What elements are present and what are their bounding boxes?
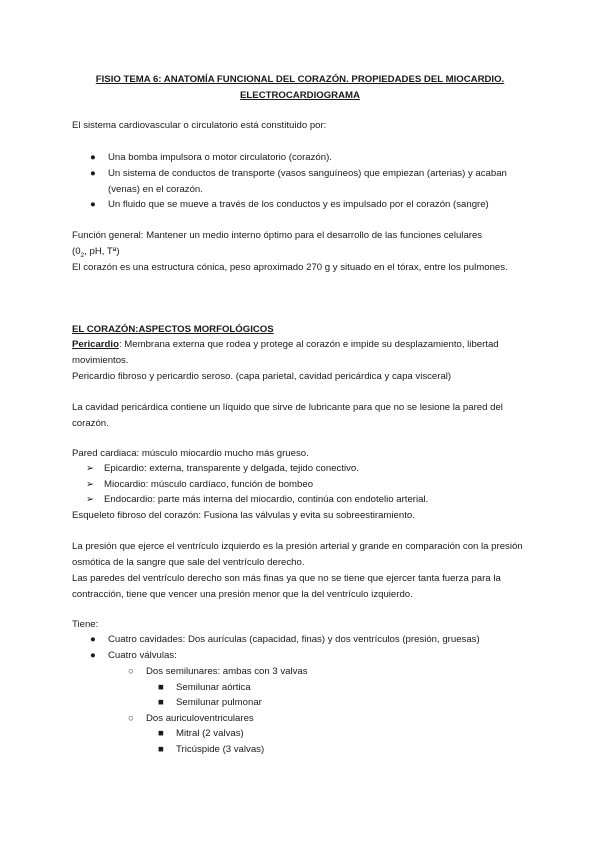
pressure-paragraph: La presión que ejerce el ventrículo izquierdo es la presión arterial y grande en comparación con la presión osmótica de la sangre que sale del ventrículo derecho. <box>72 541 523 568</box>
list-item: ● Una bomba impulsora o motor circulatorio (corazón). <box>90 150 510 166</box>
list-item: ○ Dos semilunares: ambas con 3 valvas <box>128 664 548 680</box>
pericardial-cavity-paragraph: La cavidad pericárdica contiene un líquido que sirve de lubricante para que no se lesione la pared del corazón. <box>72 402 503 429</box>
circle-bullet-icon: ○ <box>128 666 134 677</box>
list-item: ➢ Miocardio: músculo cardíaco, función de bombeo <box>86 477 506 493</box>
list-item: ● Un fluido que se mueve a través de los conductos y es impulsado por el corazón (sangre) <box>90 197 510 213</box>
list-item: ● Un sistema de conductos de transporte (vasos sanguíneos) que empiezan (arterias) y acaban (venas) en el corazón. <box>90 168 507 195</box>
circle-bullet-icon: ○ <box>128 713 134 724</box>
list-item: ● Cuatro cavidades: Dos aurículas (capacidad, finas) y dos ventrículos (presión, gruesas) <box>90 632 510 648</box>
pericardium-types-paragraph: Pericardio fibroso y pericardio seroso. (capa parietal, cavidad pericárdica y capa visceral) <box>72 371 452 382</box>
square-bullet-icon: ■ <box>158 728 164 739</box>
list-item: ■ Tricúspide (3 valvas) <box>158 742 578 758</box>
heart-description-paragraph: El corazón es una estructura cónica, peso aproximado 270 g y situado en el tórax, entre los pulmones. <box>72 262 508 273</box>
fibrous-skeleton-paragraph: Esqueleto fibroso del corazón: Fusiona las válvulas y evita su sobreestiramiento. <box>72 510 415 521</box>
list-item: ➢ Epicardio: externa, transparente y delgada, tejido conectivo. <box>86 461 506 477</box>
list-item: ➢ Endocardio: parte más interna del miocardio, continúa con endotelio arterial. <box>86 492 506 508</box>
bullet-icon: ● <box>90 168 96 179</box>
arrow-bullet-icon: ➢ <box>86 479 95 490</box>
bullet-icon: ● <box>90 152 96 163</box>
pericardium-paragraph: Pericardio: Membrana externa que rodea y protege al corazón e impide su desplazamiento, libertad movimientos. <box>72 339 499 366</box>
list-item: ■ Mitral (2 valvas) <box>158 726 578 742</box>
ventricle-walls-paragraph: Las paredes del ventrículo derecho son más finas ya que no se tiene que ejercer tanta fuerza para la contracción, tiene que vencer una presión menor que la del ventrículo izquierdo. <box>72 573 501 600</box>
has-label: Tiene: <box>72 619 99 630</box>
bullet-icon: ● <box>90 634 96 645</box>
cardiac-wall-paragraph: Pared cardiaca: músculo miocardio mucho más grueso. <box>72 448 309 459</box>
bullet-icon: ● <box>90 650 96 661</box>
list-item: ■ Semilunar pulmonar <box>158 695 578 711</box>
general-function-paragraph: Función general: Mantener un medio interno óptimo para el desarrollo de las funciones celulares ($0_2$, pH, Tª) <box>72 230 483 259</box>
pericardium-label: Pericardio <box>72 339 119 350</box>
arrow-bullet-icon: ➢ <box>86 494 95 505</box>
section-heading: EL CORAZÓN:ASPECTOS MORFOLÓGICOS <box>72 324 274 335</box>
list-item: ○ Dos auriculoventriculares <box>128 711 548 727</box>
square-bullet-icon: ■ <box>158 744 164 755</box>
square-bullet-icon: ■ <box>158 697 164 708</box>
square-bullet-icon: ■ <box>158 682 164 693</box>
list-item: ■ Semilunar aórtica <box>158 680 578 696</box>
document-title: FISIO TEMA 6: ANATOMÍA FUNCIONAL DEL CORAZÓN. PROPIEDADES DEL MIOCARDIO. ELECTROCARDIOGRAMA <box>95 74 505 101</box>
intro-paragraph: El sistema cardiovascular o circulatorio está constituido por: <box>72 120 327 131</box>
list-item: ● Cuatro válvulas: <box>90 648 510 664</box>
arrow-bullet-icon: ➢ <box>86 463 95 474</box>
bullet-icon: ● <box>90 199 96 210</box>
